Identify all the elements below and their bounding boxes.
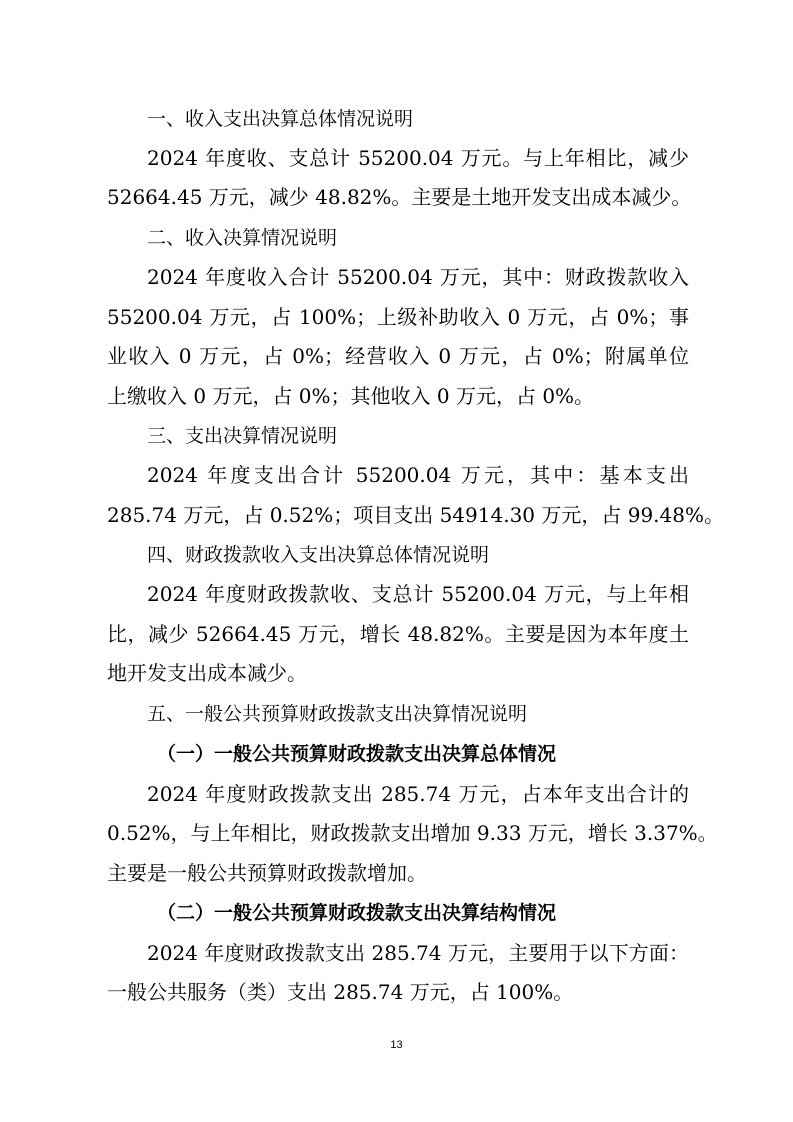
paragraph-line: 业收入 0 万元，占 0%；经营收入 0 万元，占 0%；附属单位 <box>107 344 689 368</box>
paragraph-line: 2024 年度财政拨款支出 285.74 万元，主要用于以下方面： <box>147 941 689 965</box>
paragraph-line: 地开发支出成本减少。 <box>107 661 307 685</box>
section-heading-1: 一、收入支出决算总体情况说明 <box>147 108 414 130</box>
paragraph-line: 55200.04 万元，占 100%；上级补助收入 0 万元，占 0%；事 <box>107 305 689 329</box>
page-number: 13 <box>390 1039 403 1051</box>
subsection-heading-1: （一）一般公共预算财政拨款支出决算总体情况 <box>157 743 557 765</box>
paragraph-line: 2024 年度支出合计 55200.04 万元，其中：基本支出 <box>147 463 689 487</box>
paragraph-line: 52664.45 万元，减少 48.82%。主要是土地开发支出成本减少。 <box>107 185 692 209</box>
paragraph-line: 2024 年度财政拨款支出 285.74 万元，占本年支出合计的 <box>147 782 689 806</box>
section-heading-2: 二、收入决算情况说明 <box>147 227 338 249</box>
paragraph-line: 主要是一般公共预算财政拨款增加。 <box>107 861 427 885</box>
paragraph-line: 0.52%，与上年相比，财政拨款支出增加 9.33 万元，增长 3.37%。 <box>107 821 718 845</box>
paragraph-line: 285.74 万元，占 0.52%；项目支出 54914.30 万元，占 99.48%。 <box>107 503 724 527</box>
paragraph-line: 比，减少 52664.45 万元，增长 48.82%。主要是因为本年度土 <box>107 622 689 646</box>
paragraph-line: 2024 年度财政拨款收、支总计 55200.04 万元，与上年相 <box>147 582 689 606</box>
paragraph-line: 上缴收入 0 万元，占 0%；其他收入 0 万元，占 0%。 <box>107 384 595 408</box>
section-heading-3: 三、支出决算情况说明 <box>147 425 338 447</box>
paragraph-line: 一般公共服务（类）支出 285.74 万元，占 100%。 <box>107 980 574 1004</box>
subsection-heading-2: （二）一般公共预算财政拨款支出决算结构情况 <box>157 902 557 924</box>
section-heading-5: 五、一般公共预算财政拨款支出决算情况说明 <box>147 703 528 725</box>
paragraph-line: 2024 年度收入合计 55200.04 万元，其中：财政拨款收入 <box>147 265 689 289</box>
paragraph-line: 2024 年度收、支总计 55200.04 万元。与上年相比，减少 <box>147 146 689 170</box>
section-heading-4: 四、财政拨款收入支出决算总体情况说明 <box>147 544 490 566</box>
